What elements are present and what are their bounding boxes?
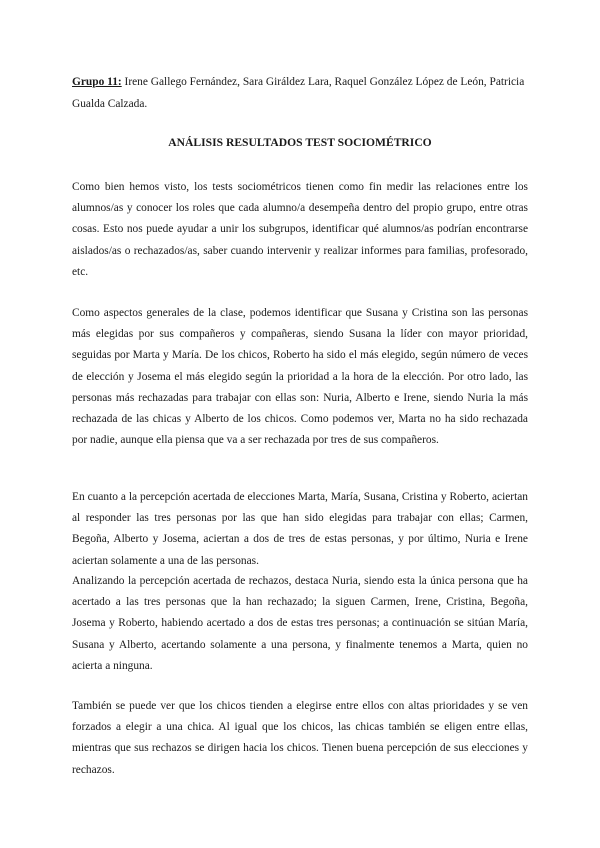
paragraph-general-aspects: Como aspectos generales de la clase, podemos identificar que Susana y Cristina son las personas más elegidas por sus compañeros y compañeras, siendo Susana la líder con mayor prioridad, seguidas por Marta y María. De los chicos, Roberto ha sido el más elegido, según número de veces de elección y Josema el más elegido según la prioridad a la hora de la elección. Por otro lado, las personas más rechazadas para trabajar con ellas son: Nuria, Alberto e Irene, siendo Nuria la más rechazada de las chicas y Alberto de los chicos. Como podemos ver, Marta no ha sido rechazada por nadie, aunque ella piensa que va a ser rechazada por tres de sus compañeros. <box>72 307 528 447</box>
paragraph-introduction: Como bien hemos visto, los tests sociométricos tienen como fin medir las relaciones entre los alumnos/as y conocer los roles que cada alumno/a desempeña dentro del propio grupo, entre otras cosas. Esto nos puede ayudar a unir los subgrupos, identificar qué alumnos/as podrían encontrarse aislados/as o rechazados/as, saber cuando intervenir y realizar informes para familias, profesorado, etc. <box>72 181 528 278</box>
group-label: Grupo 11: <box>72 76 122 88</box>
document-title: ANÁLISIS RESULTADOS TEST SOCIOMÉTRICO <box>168 136 432 149</box>
paragraph-election-perception: En cuanto a la percepción acertada de elecciones Marta, María, Susana, Cristina y Roberto, aciertan al responder las tres personas por las que han sido elegidas para trabajar con ellas; Carmen, Begoña, Alberto y Josema, aciertan a dos de tres de estas personas, y por último, Nuria e Irene aciertan solamente a una de las personas. <box>72 491 528 567</box>
paragraph-rejection-perception: Analizando la percepción acertada de rechazos, destaca Nuria, siendo esta la única persona que ha acertado a las tres personas que la han rechazado; la siguen Carmen, Irene, Cristina, Begoña, Josema y Roberto, habiendo acertado a dos de estas tres personas; a continuación se sitúan María, Susana y Alberto, acertando solamente a una persona, y finalmente tenemos a Marta, quien no acierta a ninguna. <box>72 575 528 672</box>
paragraph-gender-patterns: También se puede ver que los chicos tienden a elegirse entre ellos con altas prioridades y se ven forzados a elegir a una chica. Al igual que los chicos, las chicas también se eligen entre ellas, mientras que sus rechazos se dirigen hacia los chicos. Tienen buena percepción de sus elecciones y rechazos. <box>72 700 528 776</box>
group-header <box>72 71 532 115</box>
group-members: Irene Gallego Fernández, Sara Giráldez Lara, Raquel González López de León, Patricia Gualda Calzada. <box>72 76 525 110</box>
